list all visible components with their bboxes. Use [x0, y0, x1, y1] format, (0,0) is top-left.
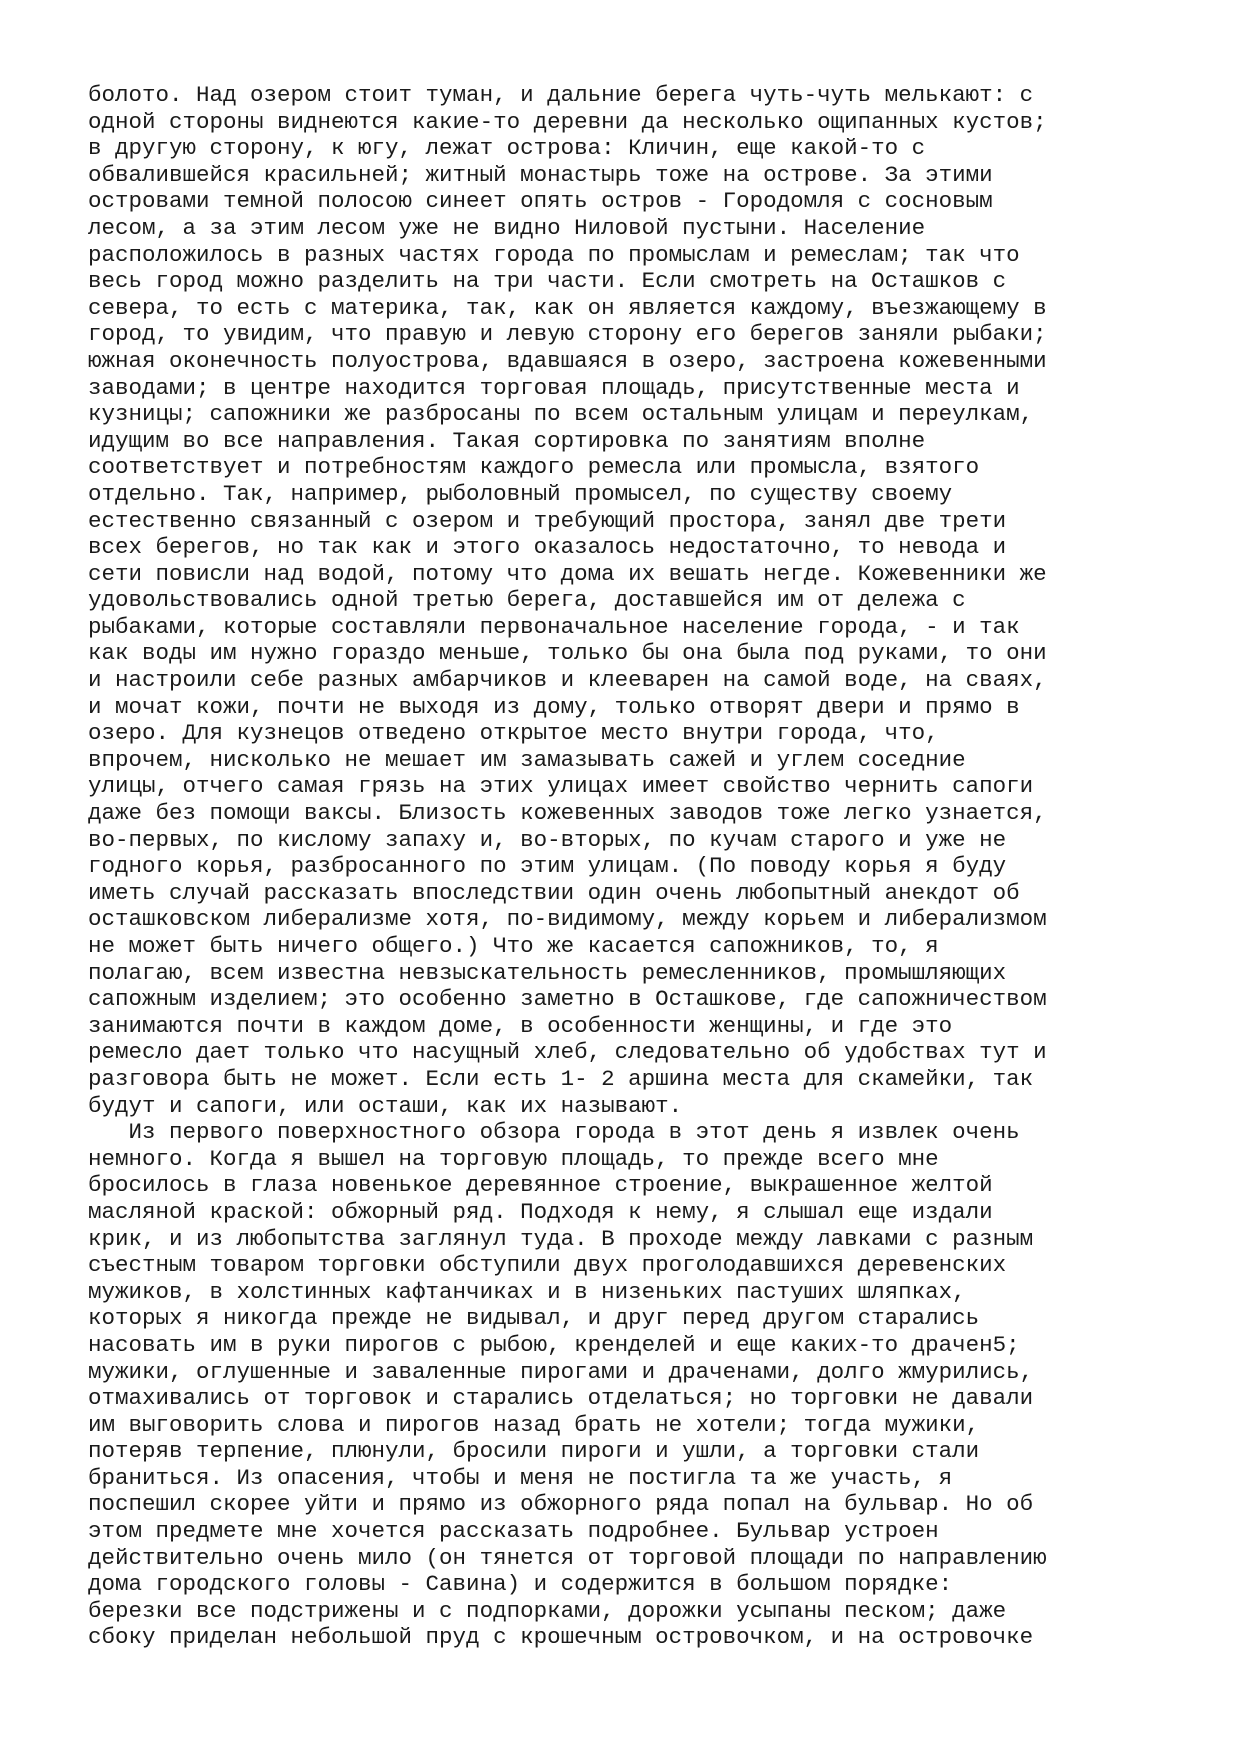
text-line: будут и сапоги, или осташи, как их называют. — [88, 1092, 683, 1119]
text-line: иметь случай рассказать впоследствии один очень любопытный анекдот об — [88, 879, 1020, 906]
text-line: сбоку приделан небольшой пруд с крошечным островочком, и на островочке — [88, 1624, 1034, 1651]
text-line: севера, то есть с материка, так, как он является каждому, въезжающему в — [88, 294, 1047, 321]
text-line: им выговорить слова и пирогов назад брать не хотели; тогда мужики, — [88, 1411, 980, 1438]
text-line: во-первых, по кислому запаху и, во-вторых, по кучам старого и уже не — [88, 826, 1007, 853]
text-line: сапожным изделием; это особенно заметно в Осташкове, где сапожничеством — [88, 986, 1047, 1013]
body-text — [88, 82, 1208, 1651]
text-line: дома городского головы - Савина) и содержится в большом порядке: — [88, 1571, 953, 1598]
text-line: озеро. Для кузнецов отведено открытое место внутри города, что, — [88, 720, 939, 747]
text-line: и настроили себе разных амбарчиков и клееварен на самой воде, на сваях, — [88, 667, 1047, 694]
text-line: полагаю, всем известна невзыскательность ремесленников, промышляющих — [88, 959, 1007, 986]
text-line: сети повисли над водой, потому что дома их вешать негде. Кожевенники же — [88, 560, 1047, 587]
text-line: мужиков, в холстинных кафтанчиках и в низеньких пастуших шляпках, — [88, 1278, 966, 1305]
text-line: поспешил скорее уйти и прямо из обжорного ряда попал на бульвар. Но об — [88, 1491, 1034, 1518]
text-line: кузницы; сапожники же разбросаны по всем остальным улицам и переулкам, — [88, 401, 1034, 428]
text-line: не может быть ничего общего.) Что же касается сапожников, то, я — [88, 933, 939, 959]
text-line: даже без помощи ваксы. Близость кожевенных заводов тоже легко узнается, — [88, 800, 1047, 827]
text-line: впрочем, нисколько не мешает им замазывать сажей и углем соседние — [88, 746, 966, 773]
text-line: болото. Над озером стоит туман, и дальние берега чуть-чуть мелькают: с — [88, 82, 1034, 108]
text-line: занимаются почти в каждом доме, в особенности женщины, и где это — [88, 1012, 953, 1039]
text-line: расположилось в разных частях города по промыслам и ремеслам; так что — [88, 241, 1020, 268]
text-line: весь город можно разделить на три части. Если смотреть на Осташков с — [88, 268, 1007, 295]
text-line: браниться. Из опасения, чтобы и меня не постигла та же участь, я — [88, 1464, 953, 1491]
text-line: мужики, оглушенные и заваленные пирогами и драченами, долго жмурились, — [88, 1358, 1034, 1385]
text-line: этом предмете мне хочется рассказать подробнее. Бульвар устроен — [88, 1518, 939, 1545]
text-line: лесом, а за этим лесом уже не видно Ниловой пустыни. Население — [88, 214, 926, 241]
text-line: как воды им нужно гораздо меньше, только бы она была под руками, то они — [88, 640, 1047, 667]
text-line: действительно очень мило (он тянется от торговой площади по направлению — [88, 1544, 1047, 1571]
text-line: удовольствовались одной третью берега, доставшейся им от дележа с — [88, 587, 966, 614]
text-line: и мочат кожи, почти не выходя из дому, только отворят двери и прямо в — [88, 693, 1020, 720]
text-line: рыбаками, которые составляли первоначальное население города, - и так — [88, 613, 1020, 640]
text-line: заводами; в центре находится торговая площадь, присутственные места и — [88, 374, 1020, 401]
text-line: одной стороны виднеются какие-то деревни да несколько ощипанных кустов; — [88, 108, 1047, 135]
text-line: годного корья, разбросанного по этим улицам. (По поводу корья я буду — [88, 853, 1007, 880]
text-line: островами темной полосою синеет опять остров - Городомля с сосновым — [88, 188, 993, 215]
text-line: насовать им в руки пирогов с рыбою, кренделей и еще каких-то драчен5; — [88, 1331, 1020, 1358]
text-line: естественно связанный с озером и требующий простора, занял две трети — [88, 507, 1007, 534]
text-line: всех берегов, но так как и этого оказалось недостаточно, то невода и — [88, 534, 1007, 561]
text-line: город, то увидим, что правую и левую сторону его берегов заняли рыбаки; — [88, 321, 1047, 348]
text-line: березки все подстрижены и с подпорками, дорожки усыпаны песком; даже — [88, 1597, 1007, 1624]
text-line: отмахивались от торговок и старались отделаться; но торговки не давали — [88, 1385, 1034, 1412]
text-line: улицы, отчего самая грязь на этих улицах имеет свойство чернить сапоги — [88, 773, 1034, 800]
text-line: Из первого поверхностного обзора города в этот день я извлек очень — [88, 1119, 1020, 1146]
text-line: соответствует и потребностям каждого ремесла или промысла, взятого — [88, 454, 980, 481]
text-line: немного. Когда я вышел на торговую площадь, то прежде всего мне — [88, 1145, 939, 1172]
text-line: разговора быть не может. Если есть 1- 2 аршина места для скамейки, так — [88, 1065, 1034, 1092]
text-line: южная оконечность полуострова, вдавшаяся в озеро, застроена кожевенными — [88, 347, 1047, 374]
text-line: идущим во все направления. Такая сортировка по занятиям вполне — [88, 427, 926, 454]
text-line: бросилось в глаза новенькое деревянное строение, выкрашенное желтой — [88, 1172, 993, 1199]
text-line: крик, и из любопытства заглянул туда. В проходе между лавками с разным — [88, 1225, 1034, 1252]
text-line: потеряв терпение, плюнули, бросили пироги и ушли, а торговки стали — [88, 1438, 980, 1465]
text-line: осташковском либерализме хотя, по-видимому, между корьем и либерализмом — [88, 906, 1047, 933]
text-line: которых я никогда прежде не видывал, и друг перед другом старались — [88, 1305, 980, 1332]
text-line: съестным товаром торговки обступили двух проголодавшихся деревенских — [88, 1252, 1007, 1279]
text-line: ремесло дает только что насущный хлеб, следовательно об удобствах тут и — [88, 1039, 1047, 1066]
text-line: масляной краской: обжорный ряд. Подходя к нему, я слышал еще издали — [88, 1198, 993, 1225]
text-line: в другую сторону, к югу, лежат острова: Кличин, еще какой-то с — [88, 135, 926, 162]
text-line: отдельно. Так, например, рыболовный промысел, по существу своему — [88, 480, 953, 507]
text-line: обвалившейся красильней; житный монастырь тоже на острове. За этими — [88, 161, 993, 188]
